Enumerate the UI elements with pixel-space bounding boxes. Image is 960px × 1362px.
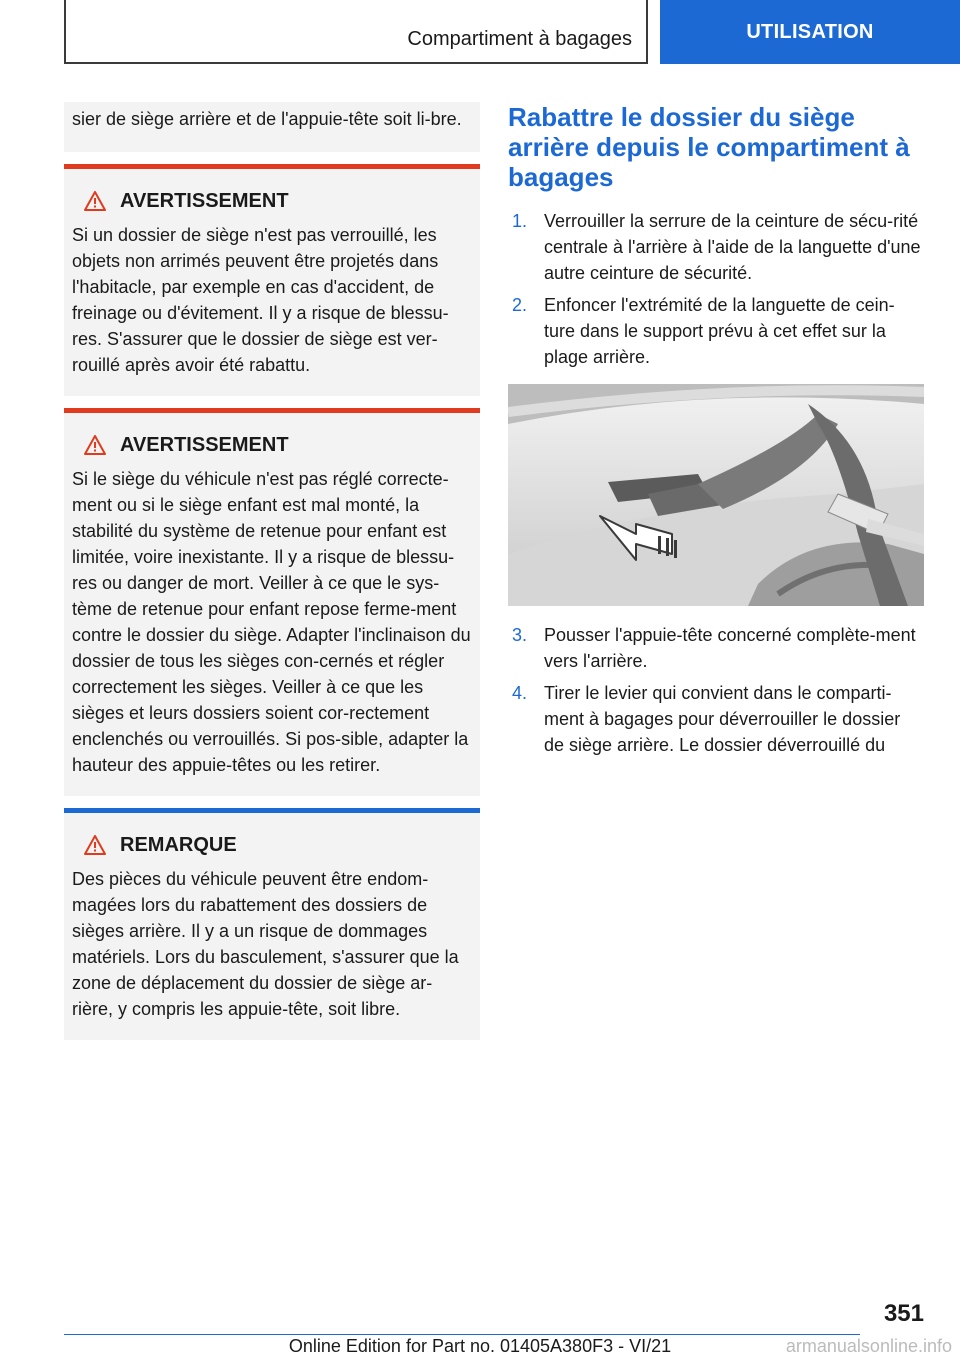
continuation-text: sier de siège arrière et de l'appuie-tête soit li-bre. (72, 109, 462, 129)
list-item (508, 208, 924, 286)
note-notice (64, 808, 480, 1040)
header-section-box (64, 0, 648, 64)
step-text: Enfoncer l'extrémité de la languette de cein-ture dans le support prévu à cet effet sur la plage arrière. (544, 295, 895, 367)
warning-triangle-icon (84, 835, 106, 855)
right-column (508, 102, 924, 764)
step-number: 3. (512, 625, 528, 645)
steps-list-b (508, 622, 924, 758)
page-number: 351 (883, 1300, 924, 1327)
left-column (64, 102, 480, 1040)
notice-header (84, 186, 472, 216)
warning-notice-1 (64, 164, 480, 396)
step-number: 1. (512, 211, 528, 231)
step-text: Pousser l'appuie-tête concerné complète-ment vers l'arrière. (544, 625, 916, 671)
section-heading: Rabattre le dossier du siège arrière depuis le compartiment à bagages (508, 102, 910, 192)
list-item (508, 680, 924, 758)
continuation-box (64, 102, 480, 152)
section-title: Compartiment à bagages (407, 28, 632, 50)
footer-divider (64, 1334, 860, 1335)
notice-title: REMARQUE (120, 833, 237, 856)
step-number: 4. (512, 683, 528, 703)
notice-header (84, 830, 472, 860)
warning-triangle-icon (84, 435, 106, 455)
steps-list-a (508, 208, 924, 370)
notice-text: Des pièces du véhicule peuvent être endom-magées lors du rabattement des dossiers de sièges arrière. Il y a un risque de dommages matériels. Lors du basculement, s'assurer que la zone de déplacement du dossier de siège ar-rière, y compris les appuie-tête, soit libre. (72, 869, 459, 1019)
notice-text: Si le siège du véhicule n'est pas réglé correcte-ment ou si le siège enfant est mal monté, la stabilité du système de retenue pour enfant est limitée, voire inexistante. Il y a risque de blessu-res ou danger de mort. Veiller à ce que le sys-tème de retenue pour enfant repose ferme-ment contre le dossier du siège. Adapter l'inclinaison du dossier de tous les sièges con-cernés et régler correctement les sièges. Veiller à ce que les sièges et leurs dossiers soient cor-rectement enclenchés ou verrouillés. Si pos-sible, adapter la hauteur des appuie-têtes ou les retirer. (72, 469, 471, 775)
notice-header (84, 430, 472, 460)
belt-tongue-illustration (508, 384, 924, 606)
warning-bar (64, 408, 480, 413)
chapter-tab: UTILISATION (660, 0, 960, 64)
note-bar (64, 808, 480, 813)
warning-notice-2 (64, 408, 480, 796)
watermark-text: armanualsonline.info (785, 1336, 952, 1356)
step-text: Verrouiller la serrure de la ceinture de sécu-rité centrale à l'arrière à l'aide de la languette d'une autre ceinture de sécurité. (544, 211, 921, 283)
warning-bar (64, 164, 480, 169)
notice-title: AVERTISSEMENT (120, 189, 289, 212)
step-number: 2. (512, 295, 528, 315)
notice-text: Si un dossier de siège n'est pas verrouillé, les objets non arrimés peuvent être projetés dans l'habitacle, par exemple en cas d'accident, de freinage ou d'évitement. Il y a risque de blessu-res. S'assurer que le dossier de siège est ver-rouillé après avoir été rabattu. (72, 225, 449, 375)
list-item (508, 622, 924, 674)
step-text: Tirer le levier qui convient dans le comparti-ment à bagages pour déverrouiller le dossier de siège arrière. Le dossier déverrouillé du (544, 683, 901, 755)
edition-text: Online Edition for Part no. 01405A380F3 - VI/21 (288, 1336, 672, 1356)
notice-title: AVERTISSEMENT (120, 433, 289, 456)
warning-triangle-icon (84, 191, 106, 211)
list-item (508, 292, 924, 370)
